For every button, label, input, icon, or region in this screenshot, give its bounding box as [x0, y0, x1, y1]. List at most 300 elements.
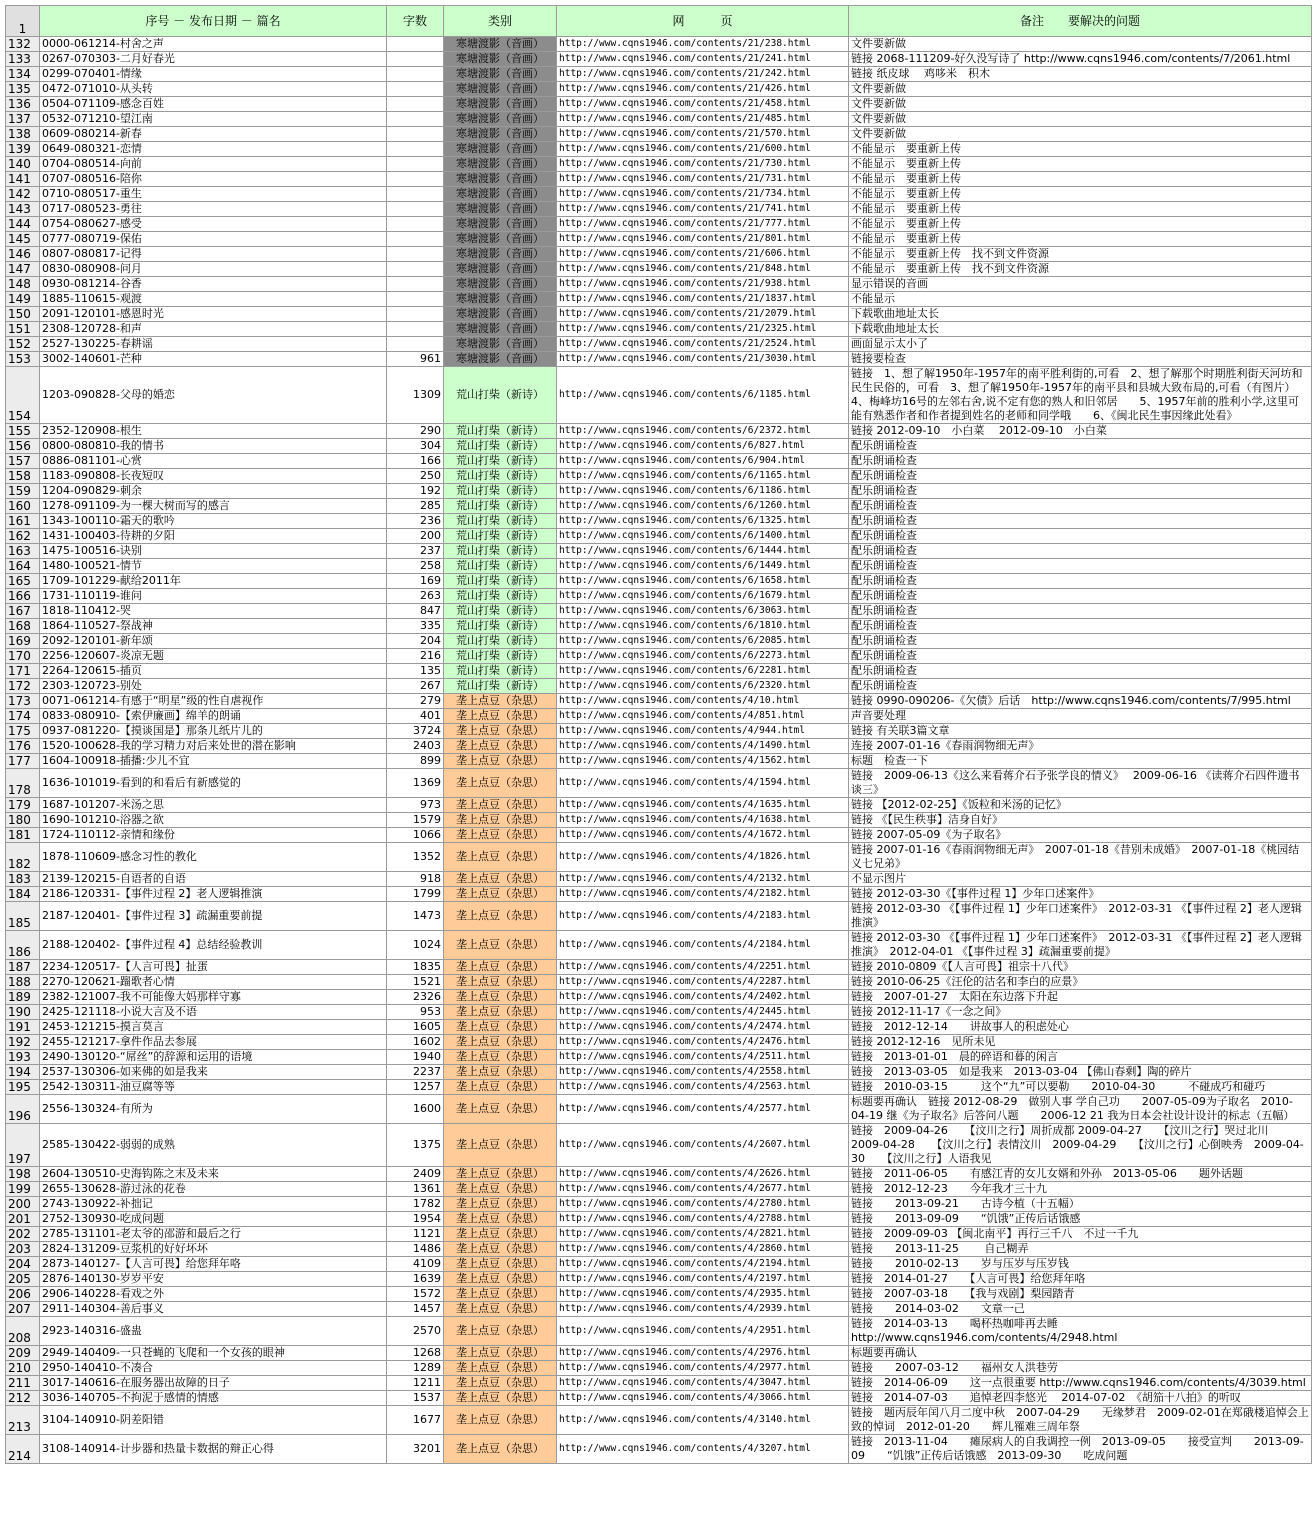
word-count-cell[interactable]: 2409: [387, 1167, 444, 1182]
url-cell[interactable]: http://www.cqns1946.com/contents/4/2935.html: [557, 1287, 849, 1302]
url-cell[interactable]: http://www.cqns1946.com/contents/6/1449.html: [557, 559, 849, 574]
row-number[interactable]: 203: [6, 1242, 40, 1257]
title-cell[interactable]: 2455-121217-拿件作品去参展: [40, 1035, 387, 1050]
notes-cell[interactable]: 配乐朗诵检查: [849, 649, 1312, 664]
table-row[interactable]: [6, 172, 1312, 187]
title-cell[interactable]: 2785-131101-老太爷的邵游和最后之行: [40, 1227, 387, 1242]
title-cell[interactable]: 2308-120728-和声: [40, 322, 387, 337]
url-cell[interactable]: http://www.cqns1946.com/contents/6/1658.html: [557, 574, 849, 589]
url-cell[interactable]: http://www.cqns1946.com/contents/21/2524.html: [557, 337, 849, 352]
title-cell[interactable]: 2537-130306-如来佛的如是我来: [40, 1065, 387, 1080]
notes-cell[interactable]: 链接 2014-03-13 喝杯热咖啡再去睡 http://www.cqns1946.com/contents/4/2948.html: [849, 1317, 1312, 1346]
url-cell[interactable]: http://www.cqns1946.com/contents/4/2563.html: [557, 1080, 849, 1095]
table-row[interactable]: [6, 724, 1312, 739]
word-count-cell[interactable]: 304: [387, 439, 444, 454]
title-cell[interactable]: 1731-110119-谁问: [40, 589, 387, 604]
category-cell[interactable]: 荒山打柴（新诗）: [444, 484, 557, 499]
category-cell[interactable]: 垄上点豆（杂思）: [444, 1124, 557, 1167]
url-cell[interactable]: http://www.cqns1946.com/contents/21/734.html: [557, 187, 849, 202]
row-number-corner[interactable]: 1: [6, 6, 40, 37]
title-cell[interactable]: 0754-080627-感受: [40, 217, 387, 232]
word-count-cell[interactable]: 3201: [387, 1435, 444, 1464]
category-cell[interactable]: 寒塘渡影（音画）: [444, 262, 557, 277]
row-number[interactable]: 150: [6, 307, 40, 322]
notes-cell[interactable]: 链接 2009-06-13《这么来看蒋介石予张学良的情义》 2009-06-16 《读蒋介石四件遗书谈三》: [849, 769, 1312, 798]
row-number[interactable]: 206: [6, 1287, 40, 1302]
word-count-cell[interactable]: 263: [387, 589, 444, 604]
url-cell[interactable]: http://www.cqns1946.com/contents/21/2325.html: [557, 322, 849, 337]
notes-cell[interactable]: 文件要新做: [849, 112, 1312, 127]
title-cell[interactable]: 3104-140910-阴差阳错: [40, 1406, 387, 1435]
notes-cell[interactable]: 链接 2009-04-26 【汶川之行】周折成都 2009-04-27 【汶川之行】哭过北川 2009-04-28 【汶川之行】表情汶川 2009-04-29 【汶川之行】心倒映秀 2009-04-30 【汶川之行】人语我见: [849, 1124, 1312, 1167]
word-count-cell[interactable]: [387, 277, 444, 292]
table-row[interactable]: [6, 127, 1312, 142]
word-count-cell[interactable]: 279: [387, 694, 444, 709]
url-cell[interactable]: http://www.cqns1946.com/contents/4/2197.html: [557, 1272, 849, 1287]
word-count-cell[interactable]: 1605: [387, 1020, 444, 1035]
title-cell[interactable]: 2270-120621-蹓歌者心情: [40, 975, 387, 990]
title-cell[interactable]: 2186-120331-【事件过程 2】老人逻辑推演: [40, 887, 387, 902]
table-row[interactable]: [6, 262, 1312, 277]
table-row[interactable]: [6, 544, 1312, 559]
title-cell[interactable]: 2256-120607-炎凉无题: [40, 649, 387, 664]
notes-cell[interactable]: 链接 2012-12-14 讲故事人的积虑处心: [849, 1020, 1312, 1035]
word-count-cell[interactable]: 1940: [387, 1050, 444, 1065]
word-count-cell[interactable]: 1457: [387, 1302, 444, 1317]
title-cell[interactable]: 2490-130120-“屌丝”的辞源和运用的语境: [40, 1050, 387, 1065]
url-cell[interactable]: http://www.cqns1946.com/contents/4/2476.html: [557, 1035, 849, 1050]
row-number[interactable]: 176: [6, 739, 40, 754]
url-cell[interactable]: http://www.cqns1946.com/contents/6/1186.html: [557, 484, 849, 499]
title-cell[interactable]: 1864-110527-祭战神: [40, 619, 387, 634]
row-number[interactable]: 140: [6, 157, 40, 172]
url-cell[interactable]: http://www.cqns1946.com/contents/6/1400.html: [557, 529, 849, 544]
url-cell[interactable]: http://www.cqns1946.com/contents/6/1185.html: [557, 367, 849, 424]
table-row[interactable]: [6, 754, 1312, 769]
notes-cell[interactable]: 链接 2010-0809《【人言可畏】祖宗十八代》: [849, 960, 1312, 975]
title-cell[interactable]: 2824-131209-豆浆机的好好坏坏: [40, 1242, 387, 1257]
title-cell[interactable]: 3002-140601-芒种: [40, 352, 387, 367]
notes-cell[interactable]: 配乐朗诵检查: [849, 544, 1312, 559]
url-cell[interactable]: http://www.cqns1946.com/contents/6/1679.html: [557, 589, 849, 604]
url-cell[interactable]: http://www.cqns1946.com/contents/4/944.html: [557, 724, 849, 739]
notes-cell[interactable]: 配乐朗诵检查: [849, 484, 1312, 499]
url-cell[interactable]: http://www.cqns1946.com/contents/4/1490.html: [557, 739, 849, 754]
row-number[interactable]: 158: [6, 469, 40, 484]
table-row[interactable]: [6, 887, 1312, 902]
row-number[interactable]: 210: [6, 1361, 40, 1376]
row-number[interactable]: 197: [6, 1124, 40, 1167]
word-count-cell[interactable]: 1799: [387, 887, 444, 902]
category-cell[interactable]: 寒塘渡影（音画）: [444, 322, 557, 337]
table-row[interactable]: [6, 1197, 1312, 1212]
title-cell[interactable]: 0472-071010-从头转: [40, 82, 387, 97]
row-number[interactable]: 184: [6, 887, 40, 902]
notes-cell[interactable]: 配乐朗诵检查: [849, 604, 1312, 619]
notes-cell[interactable]: 链接 2014-07-03 追悼老四李悠光 2014-07-02 《胡笳十八拍》的听叹: [849, 1391, 1312, 1406]
category-cell[interactable]: 垄上点豆（杂思）: [444, 902, 557, 931]
row-number[interactable]: 214: [6, 1435, 40, 1464]
row-number[interactable]: 155: [6, 424, 40, 439]
table-row[interactable]: [6, 292, 1312, 307]
table-row[interactable]: [6, 1124, 1312, 1167]
notes-cell[interactable]: 链接 有关联3篇文章: [849, 724, 1312, 739]
word-count-cell[interactable]: 847: [387, 604, 444, 619]
table-row[interactable]: [6, 187, 1312, 202]
title-cell[interactable]: 0830-080908-问月: [40, 262, 387, 277]
url-cell[interactable]: http://www.cqns1946.com/contents/21/241.html: [557, 52, 849, 67]
title-cell[interactable]: 1604-100918-插播:少儿不宜: [40, 754, 387, 769]
row-number[interactable]: 154: [6, 367, 40, 424]
category-cell[interactable]: 垄上点豆（杂思）: [444, 1035, 557, 1050]
category-cell[interactable]: 垄上点豆（杂思）: [444, 1167, 557, 1182]
category-cell[interactable]: 荒山打柴（新诗）: [444, 619, 557, 634]
category-cell[interactable]: 垄上点豆（杂思）: [444, 1302, 557, 1317]
table-row[interactable]: [6, 990, 1312, 1005]
table-row[interactable]: [6, 931, 1312, 960]
notes-cell[interactable]: 不能显示 要重新上传: [849, 142, 1312, 157]
category-cell[interactable]: 垄上点豆（杂思）: [444, 1361, 557, 1376]
title-cell[interactable]: 2585-130422-弱弱的成熟: [40, 1124, 387, 1167]
title-cell[interactable]: 3108-140914-计步器和热量卡数据的辩正心得: [40, 1435, 387, 1464]
notes-cell[interactable]: 显示错误的音画: [849, 277, 1312, 292]
url-cell[interactable]: http://www.cqns1946.com/contents/4/851.html: [557, 709, 849, 724]
category-cell[interactable]: 寒塘渡影（音画）: [444, 82, 557, 97]
row-number[interactable]: 202: [6, 1227, 40, 1242]
category-cell[interactable]: 寒塘渡影（音画）: [444, 37, 557, 52]
title-cell[interactable]: 2425-121118-小说大言及不语: [40, 1005, 387, 1020]
table-row[interactable]: [6, 1080, 1312, 1095]
word-count-cell[interactable]: 2326: [387, 990, 444, 1005]
category-cell[interactable]: 垄上点豆（杂思）: [444, 1287, 557, 1302]
table-row[interactable]: [6, 142, 1312, 157]
title-cell[interactable]: 1343-100110-霜天的歌吟: [40, 514, 387, 529]
column-header-word-count[interactable]: 字数: [387, 6, 444, 37]
row-number[interactable]: 139: [6, 142, 40, 157]
table-row[interactable]: [6, 82, 1312, 97]
url-cell[interactable]: http://www.cqns1946.com/contents/21/848.html: [557, 262, 849, 277]
word-count-cell[interactable]: 290: [387, 424, 444, 439]
notes-cell[interactable]: 链接 题丙辰年闰八月二度中秋 2007-04-29 无缘梦君 2009-02-01在郑硪楼追悼会上致的悼词 2012-01-20 辉儿罹难三周年祭: [849, 1406, 1312, 1435]
title-cell[interactable]: 2352-120908-根生: [40, 424, 387, 439]
row-number[interactable]: 141: [6, 172, 40, 187]
notes-cell[interactable]: 配乐朗诵检查: [849, 514, 1312, 529]
word-count-cell[interactable]: 250: [387, 469, 444, 484]
word-count-cell[interactable]: 401: [387, 709, 444, 724]
category-cell[interactable]: 荒山打柴（新诗）: [444, 664, 557, 679]
row-number[interactable]: 166: [6, 589, 40, 604]
table-row[interactable]: [6, 798, 1312, 813]
notes-cell[interactable]: 配乐朗诵检查: [849, 469, 1312, 484]
category-cell[interactable]: 寒塘渡影（音画）: [444, 202, 557, 217]
word-count-cell[interactable]: [387, 262, 444, 277]
table-row[interactable]: [6, 67, 1312, 82]
title-cell[interactable]: 0267-070303-二月好春光: [40, 52, 387, 67]
category-cell[interactable]: 垄上点豆（杂思）: [444, 1050, 557, 1065]
url-cell[interactable]: http://www.cqns1946.com/contents/21/485.html: [557, 112, 849, 127]
notes-cell[interactable]: 连接 2007-01-16《春雨润物细无声》: [849, 739, 1312, 754]
url-cell[interactable]: http://www.cqns1946.com/contents/6/2372.html: [557, 424, 849, 439]
url-cell[interactable]: http://www.cqns1946.com/contents/21/242.html: [557, 67, 849, 82]
word-count-cell[interactable]: [387, 127, 444, 142]
table-row[interactable]: [6, 499, 1312, 514]
table-row[interactable]: [6, 664, 1312, 679]
url-cell[interactable]: http://www.cqns1946.com/contents/21/570.html: [557, 127, 849, 142]
table-row[interactable]: [6, 574, 1312, 589]
url-cell[interactable]: http://www.cqns1946.com/contents/4/2977.html: [557, 1361, 849, 1376]
word-count-cell[interactable]: [387, 112, 444, 127]
word-count-cell[interactable]: [387, 172, 444, 187]
table-row[interactable]: [6, 1435, 1312, 1464]
row-number[interactable]: 173: [6, 694, 40, 709]
row-number[interactable]: 157: [6, 454, 40, 469]
notes-cell[interactable]: 链接 2010-02-13 岁与压岁与压岁钱: [849, 1257, 1312, 1272]
row-number[interactable]: 147: [6, 262, 40, 277]
title-cell[interactable]: 1690-101210-浴器之欲: [40, 813, 387, 828]
row-number[interactable]: 180: [6, 813, 40, 828]
word-count-cell[interactable]: 335: [387, 619, 444, 634]
row-number[interactable]: 148: [6, 277, 40, 292]
category-cell[interactable]: 垄上点豆（杂思）: [444, 1272, 557, 1287]
url-cell[interactable]: http://www.cqns1946.com/contents/4/2287.html: [557, 975, 849, 990]
title-cell[interactable]: 0649-080321-恋情: [40, 142, 387, 157]
category-cell[interactable]: 垄上点豆（杂思）: [444, 709, 557, 724]
title-cell[interactable]: 1709-101229-献给2011年: [40, 574, 387, 589]
table-row[interactable]: [6, 1095, 1312, 1124]
category-cell[interactable]: 垄上点豆（杂思）: [444, 872, 557, 887]
row-number[interactable]: 138: [6, 127, 40, 142]
url-cell[interactable]: http://www.cqns1946.com/contents/21/238.html: [557, 37, 849, 52]
row-number[interactable]: 152: [6, 337, 40, 352]
row-number[interactable]: 132: [6, 37, 40, 52]
word-count-cell[interactable]: 953: [387, 1005, 444, 1020]
notes-cell[interactable]: 不能显示 要重新上传: [849, 187, 1312, 202]
row-number[interactable]: 204: [6, 1257, 40, 1272]
title-cell[interactable]: 2187-120401-【事件过程 3】疏漏重要前提: [40, 902, 387, 931]
table-row[interactable]: [6, 352, 1312, 367]
url-cell[interactable]: http://www.cqns1946.com/contents/21/777.html: [557, 217, 849, 232]
notes-cell[interactable]: 链接 2013-01-01 晨的碎语和暮的闲言: [849, 1050, 1312, 1065]
word-count-cell[interactable]: 258: [387, 559, 444, 574]
title-cell[interactable]: 2743-130922-补拙记: [40, 1197, 387, 1212]
category-cell[interactable]: 荒山打柴（新诗）: [444, 574, 557, 589]
word-count-cell[interactable]: 135: [387, 664, 444, 679]
category-cell[interactable]: 荒山打柴（新诗）: [444, 469, 557, 484]
title-cell[interactable]: 2911-140304-善后事义: [40, 1302, 387, 1317]
word-count-cell[interactable]: [387, 82, 444, 97]
title-cell[interactable]: 0710-080517-重生: [40, 187, 387, 202]
row-number[interactable]: 159: [6, 484, 40, 499]
url-cell[interactable]: http://www.cqns1946.com/contents/6/904.html: [557, 454, 849, 469]
row-number[interactable]: 185: [6, 902, 40, 931]
notes-cell[interactable]: 标题要再确认 链接 2012-08-29 做别人事 学自己功 2007-05-09为子取名 2010-04-19 继《为子取名》后答问八题 2006-12 21 我为日本会社设计设计的标志（五幅）: [849, 1095, 1312, 1124]
notes-cell[interactable]: 画面显示太小了: [849, 337, 1312, 352]
notes-cell[interactable]: 链接 2012-03-30 《【事件过程 1】少年口述案件》 2012-03-31 《【事件过程 2】老人逻辑推演》 2012-04-01 《【事件过程 3】疏漏重要前提》: [849, 931, 1312, 960]
table-row[interactable]: [6, 469, 1312, 484]
notes-cell[interactable]: 链接 1、想了解1950年-1957年的南平胜利街的,可看 2、想了解那个时期胜利街天河坊和民生民俗的，可看 3、想了解1950年-1957年的南平县和县城大致布局的,可看（有图片） 4、梅峰坊16号的左邻右舍,说不定有您的熟人和旧邻居 5、1957年前的胜利小学,这里可能有熟悉作者和作者提到姓名的老师和同学哦 6、《闽北民生事因缘此处看》: [849, 367, 1312, 424]
row-number[interactable]: 198: [6, 1167, 40, 1182]
url-cell[interactable]: http://www.cqns1946.com/contents/21/600.html: [557, 142, 849, 157]
url-cell[interactable]: http://www.cqns1946.com/contents/21/938.html: [557, 277, 849, 292]
category-cell[interactable]: 荒山打柴（新诗）: [444, 439, 557, 454]
row-number[interactable]: 146: [6, 247, 40, 262]
word-count-cell[interactable]: [387, 202, 444, 217]
row-number[interactable]: 193: [6, 1050, 40, 1065]
url-cell[interactable]: http://www.cqns1946.com/contents/6/2273.html: [557, 649, 849, 664]
row-number[interactable]: 188: [6, 975, 40, 990]
column-header-title[interactable]: 序号 － 发布日期 － 篇名: [40, 6, 387, 37]
title-cell[interactable]: 0937-081220-【摸谈国是】那条儿纸片儿的: [40, 724, 387, 739]
title-cell[interactable]: 2234-120517-【人言可畏】扯蛋: [40, 960, 387, 975]
word-count-cell[interactable]: 2237: [387, 1065, 444, 1080]
word-count-cell[interactable]: [387, 307, 444, 322]
category-cell[interactable]: 寒塘渡影（音画）: [444, 337, 557, 352]
notes-cell[interactable]: 链接 2068-111209-好久没写诗了 http://www.cqns1946.com/contents/7/2061.html: [849, 52, 1312, 67]
url-cell[interactable]: http://www.cqns1946.com/contents/4/10.html: [557, 694, 849, 709]
url-cell[interactable]: http://www.cqns1946.com/contents/4/2860.html: [557, 1242, 849, 1257]
word-count-cell[interactable]: 973: [387, 798, 444, 813]
word-count-cell[interactable]: 166: [387, 454, 444, 469]
notes-cell[interactable]: 链接 2013-11-25 自己糊弄: [849, 1242, 1312, 1257]
notes-cell[interactable]: 链接 2010-03-15 这个“九”可以要勒 2010-04-30 不碰成巧和碰巧: [849, 1080, 1312, 1095]
notes-cell[interactable]: 链接 纸皮球 鸡哆米 积木: [849, 67, 1312, 82]
notes-cell[interactable]: 不能显示 要重新上传: [849, 217, 1312, 232]
row-number[interactable]: 163: [6, 544, 40, 559]
title-cell[interactable]: 2303-120723-别处: [40, 679, 387, 694]
notes-cell[interactable]: 链接 2012-03-30 《【事件过程 1】少年口述案件》 2012-03-31 《【事件过程 2】老人逻辑推演》: [849, 902, 1312, 931]
category-cell[interactable]: 寒塘渡影（音画）: [444, 307, 557, 322]
title-cell[interactable]: 0000-061214-村舍之声: [40, 37, 387, 52]
notes-cell[interactable]: 配乐朗诵检查: [849, 619, 1312, 634]
url-cell[interactable]: http://www.cqns1946.com/contents/21/801.html: [557, 232, 849, 247]
word-count-cell[interactable]: 1024: [387, 931, 444, 960]
row-number[interactable]: 195: [6, 1080, 40, 1095]
row-number[interactable]: 156: [6, 439, 40, 454]
url-cell[interactable]: http://www.cqns1946.com/contents/4/2474.html: [557, 1020, 849, 1035]
table-row[interactable]: [6, 202, 1312, 217]
notes-cell[interactable]: 链接 2013-09-21 古诗今植（十五幅）: [849, 1197, 1312, 1212]
notes-cell[interactable]: 配乐朗诵检查: [849, 559, 1312, 574]
title-cell[interactable]: 3036-140705-不拘泥于感情的情感: [40, 1391, 387, 1406]
table-row[interactable]: [6, 514, 1312, 529]
word-count-cell[interactable]: 4109: [387, 1257, 444, 1272]
url-cell[interactable]: http://www.cqns1946.com/contents/4/2780.html: [557, 1197, 849, 1212]
url-cell[interactable]: http://www.cqns1946.com/contents/4/2445.html: [557, 1005, 849, 1020]
title-cell[interactable]: 1687-101207-米汤之思: [40, 798, 387, 813]
row-number[interactable]: 205: [6, 1272, 40, 1287]
row-number[interactable]: 174: [6, 709, 40, 724]
category-cell[interactable]: 垄上点豆（杂思）: [444, 798, 557, 813]
category-cell[interactable]: 垄上点豆（杂思）: [444, 754, 557, 769]
table-row[interactable]: [6, 217, 1312, 232]
table-row[interactable]: [6, 1302, 1312, 1317]
category-cell[interactable]: 垄上点豆（杂思）: [444, 1257, 557, 1272]
notes-cell[interactable]: 不能显示 要重新上传 找不到文件资源: [849, 262, 1312, 277]
category-cell[interactable]: 垄上点豆（杂思）: [444, 1317, 557, 1346]
table-row[interactable]: [6, 1317, 1312, 1346]
table-row[interactable]: [6, 769, 1312, 798]
word-count-cell[interactable]: 216: [387, 649, 444, 664]
url-cell[interactable]: http://www.cqns1946.com/contents/6/2281.html: [557, 664, 849, 679]
url-cell[interactable]: http://www.cqns1946.com/contents/4/2626.html: [557, 1167, 849, 1182]
row-number[interactable]: 160: [6, 499, 40, 514]
table-row[interactable]: [6, 37, 1312, 52]
title-cell[interactable]: 0704-080514-向前: [40, 157, 387, 172]
category-cell[interactable]: 垄上点豆（杂思）: [444, 1005, 557, 1020]
category-cell[interactable]: 垄上点豆（杂思）: [444, 975, 557, 990]
url-cell[interactable]: http://www.cqns1946.com/contents/6/1444.html: [557, 544, 849, 559]
row-number[interactable]: 189: [6, 990, 40, 1005]
title-cell[interactable]: 0777-080719-保佑: [40, 232, 387, 247]
url-cell[interactable]: http://www.cqns1946.com/contents/4/2184.html: [557, 931, 849, 960]
url-cell[interactable]: http://www.cqns1946.com/contents/21/1837.html: [557, 292, 849, 307]
table-row[interactable]: [6, 1346, 1312, 1361]
category-cell[interactable]: 垄上点豆（杂思）: [444, 694, 557, 709]
row-number[interactable]: 178: [6, 769, 40, 798]
category-cell[interactable]: 垄上点豆（杂思）: [444, 769, 557, 798]
word-count-cell[interactable]: [387, 52, 444, 67]
title-cell[interactable]: 0299-070401-情缘: [40, 67, 387, 82]
table-row[interactable]: [6, 454, 1312, 469]
category-cell[interactable]: 寒塘渡影（音画）: [444, 232, 557, 247]
table-row[interactable]: [6, 1035, 1312, 1050]
notes-cell[interactable]: 链接 2014-01-27 【人言可畏】给您拜年咯: [849, 1272, 1312, 1287]
category-cell[interactable]: 寒塘渡影（音画）: [444, 247, 557, 262]
category-cell[interactable]: 荒山打柴（新诗）: [444, 454, 557, 469]
category-cell[interactable]: 垄上点豆（杂思）: [444, 1065, 557, 1080]
row-number[interactable]: 207: [6, 1302, 40, 1317]
url-cell[interactable]: http://www.cqns1946.com/contents/21/458.html: [557, 97, 849, 112]
word-count-cell[interactable]: 961: [387, 352, 444, 367]
url-cell[interactable]: http://www.cqns1946.com/contents/4/2788.html: [557, 1212, 849, 1227]
category-cell[interactable]: 垄上点豆（杂思）: [444, 1376, 557, 1391]
title-cell[interactable]: 1885-110615-观渡: [40, 292, 387, 307]
notes-cell[interactable]: 配乐朗诵检查: [849, 574, 1312, 589]
table-row[interactable]: [6, 872, 1312, 887]
row-number[interactable]: 145: [6, 232, 40, 247]
url-cell[interactable]: http://www.cqns1946.com/contents/4/1562.html: [557, 754, 849, 769]
word-count-cell[interactable]: 1211: [387, 1376, 444, 1391]
url-cell[interactable]: http://www.cqns1946.com/contents/4/3047.html: [557, 1376, 849, 1391]
category-cell[interactable]: 寒塘渡影（音画）: [444, 112, 557, 127]
category-cell[interactable]: 垄上点豆（杂思）: [444, 1391, 557, 1406]
row-number[interactable]: 133: [6, 52, 40, 67]
row-number[interactable]: 143: [6, 202, 40, 217]
table-row[interactable]: [6, 902, 1312, 931]
word-count-cell[interactable]: 1369: [387, 769, 444, 798]
notes-cell[interactable]: 链接 2007-03-12 福州女人洪巷劳: [849, 1361, 1312, 1376]
table-row[interactable]: [6, 960, 1312, 975]
notes-cell[interactable]: 链接 2012-12-23 今年我才三十九: [849, 1182, 1312, 1197]
category-cell[interactable]: 垄上点豆（杂思）: [444, 1020, 557, 1035]
word-count-cell[interactable]: 1521: [387, 975, 444, 990]
title-cell[interactable]: 2873-140127-【人言可畏】给您拜年咯: [40, 1257, 387, 1272]
row-number[interactable]: 182: [6, 843, 40, 872]
word-count-cell[interactable]: 1677: [387, 1406, 444, 1435]
title-cell[interactable]: 1480-100521-情节: [40, 559, 387, 574]
table-row[interactable]: [6, 1212, 1312, 1227]
row-number[interactable]: 161: [6, 514, 40, 529]
row-number[interactable]: 199: [6, 1182, 40, 1197]
notes-cell[interactable]: 下载歌曲地址太长: [849, 307, 1312, 322]
notes-cell[interactable]: 不能显示 要重新上传: [849, 157, 1312, 172]
row-number[interactable]: 190: [6, 1005, 40, 1020]
row-number[interactable]: 183: [6, 872, 40, 887]
word-count-cell[interactable]: [387, 232, 444, 247]
word-count-cell[interactable]: [387, 247, 444, 262]
category-cell[interactable]: 垄上点豆（杂思）: [444, 1197, 557, 1212]
word-count-cell[interactable]: 237: [387, 544, 444, 559]
